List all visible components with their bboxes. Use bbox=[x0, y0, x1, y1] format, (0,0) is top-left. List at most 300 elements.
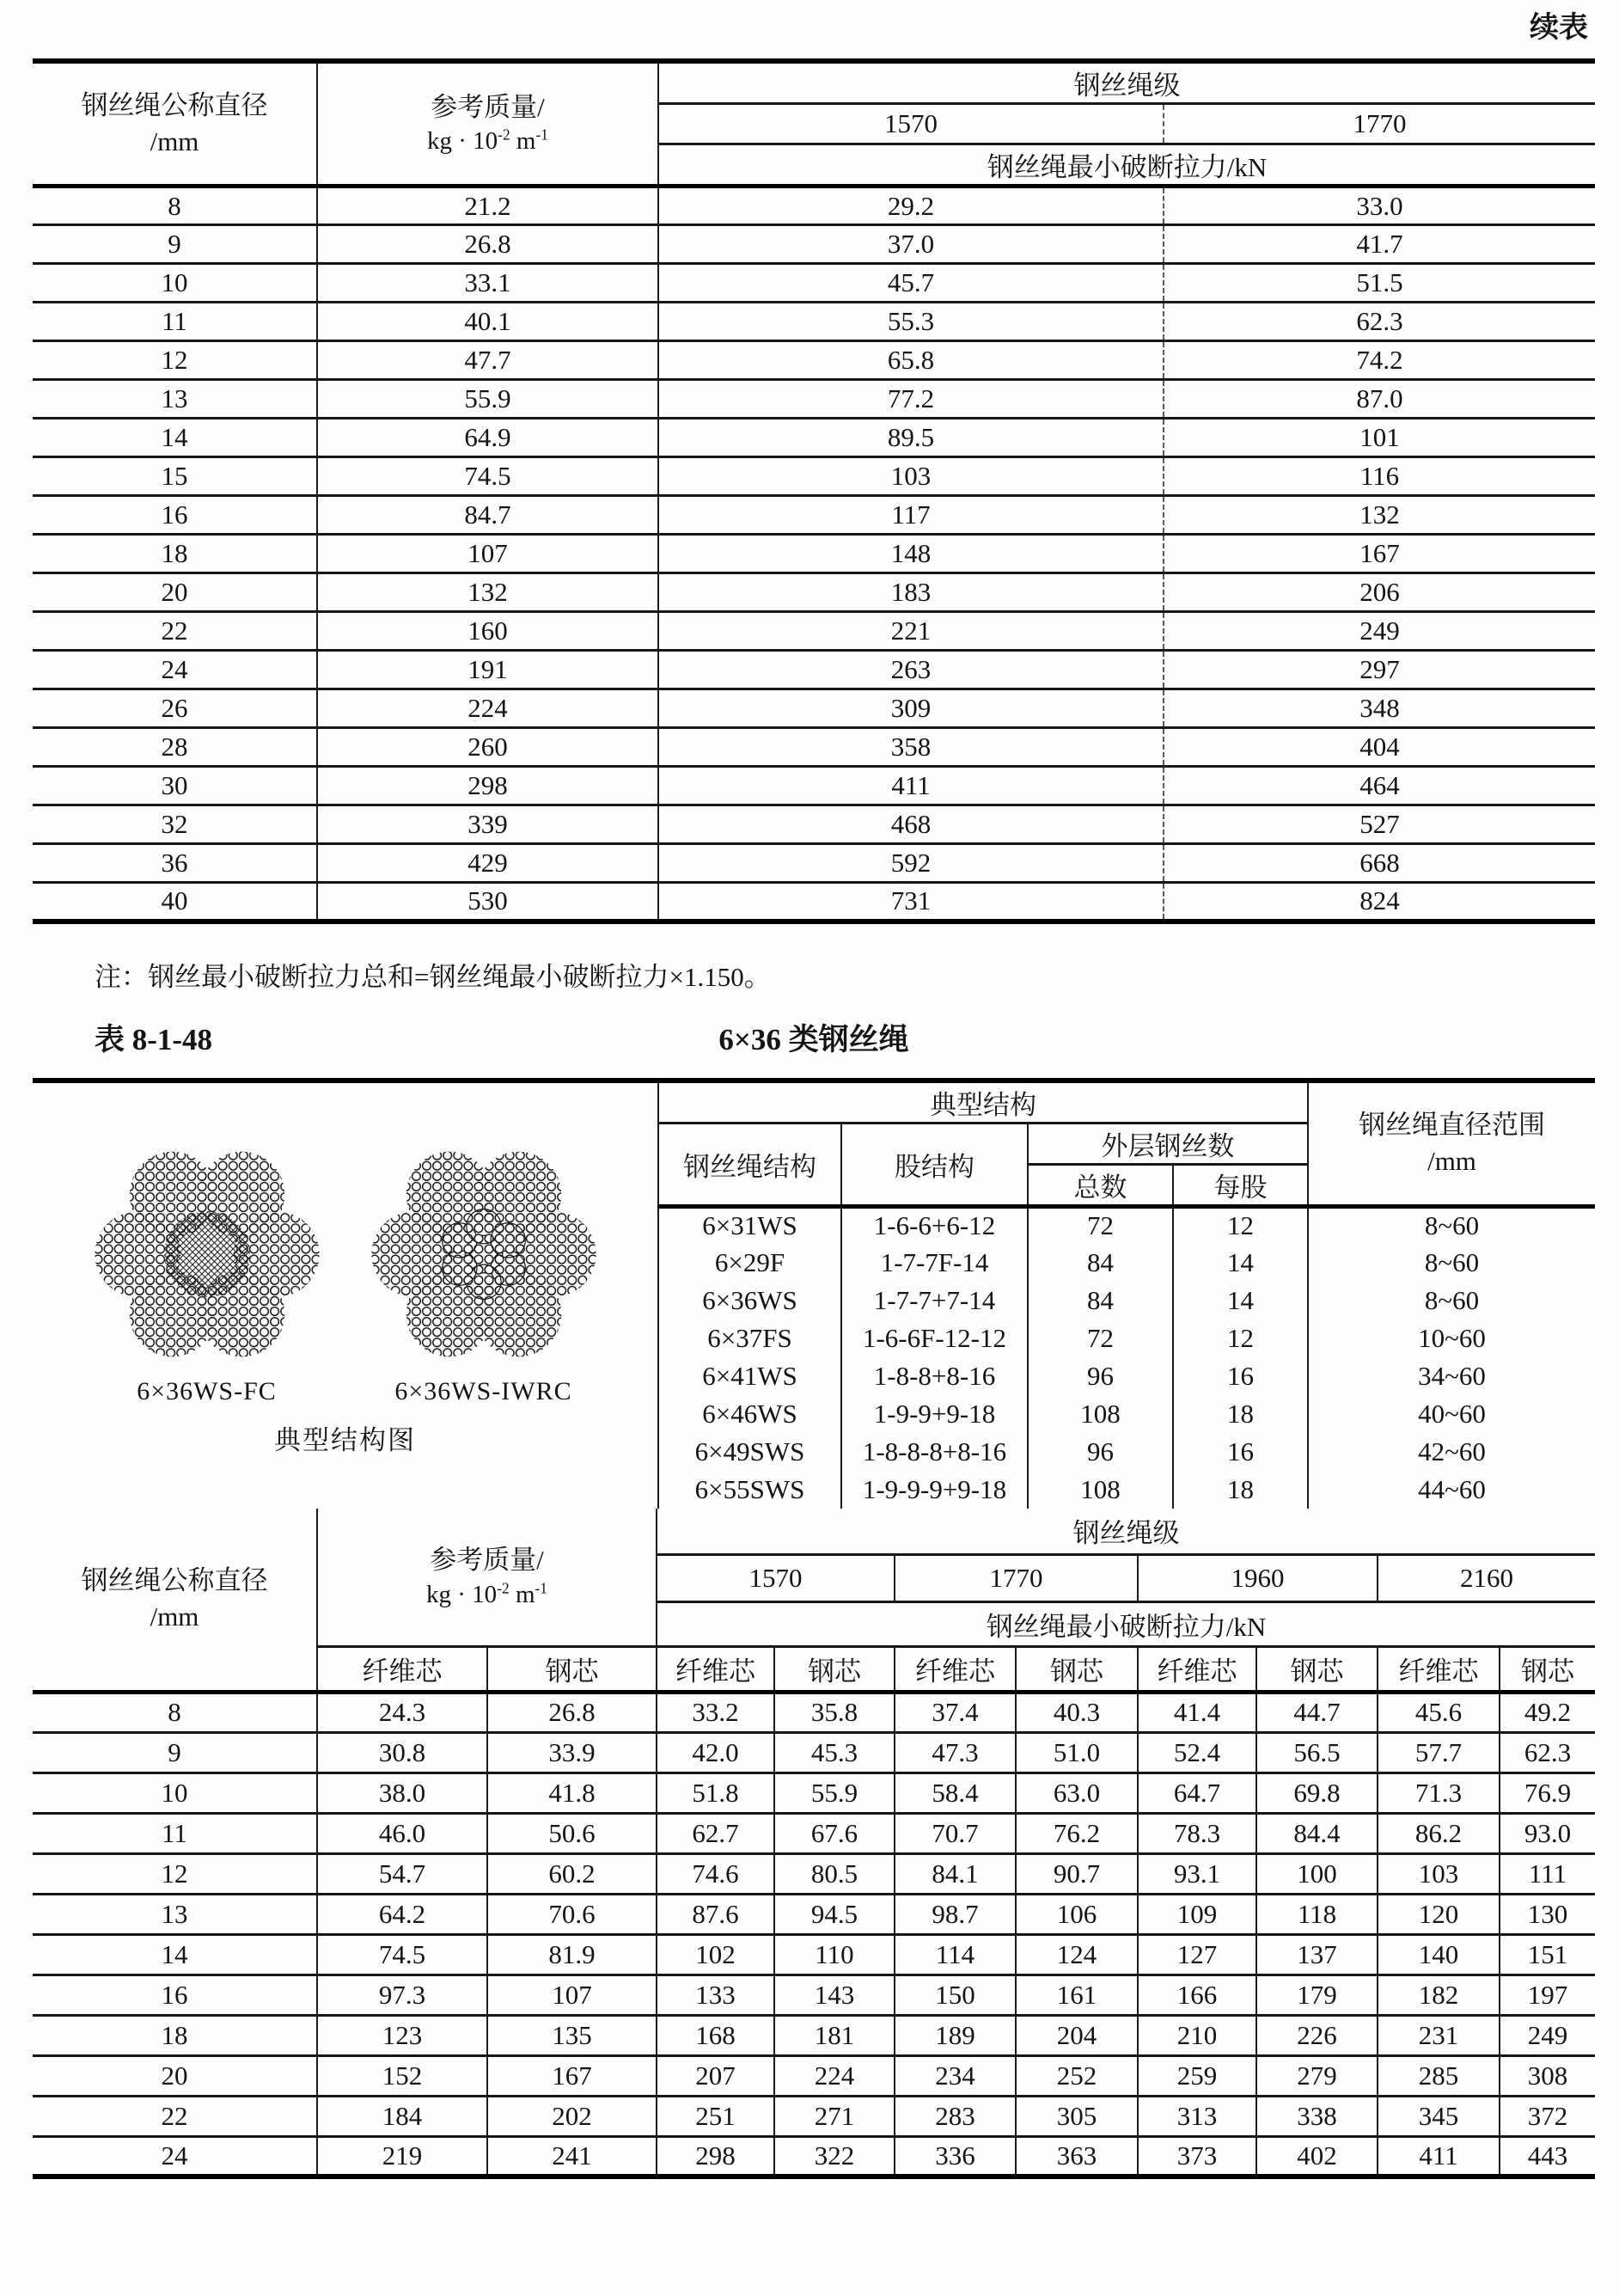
figure-iwrc-label: 6×36WS-IWRC bbox=[394, 1376, 572, 1405]
table-cell: 114 bbox=[895, 1934, 1016, 1975]
table-cell: 21.2 bbox=[317, 187, 658, 225]
table-cell: 20 bbox=[33, 2055, 317, 2096]
table-row bbox=[33, 767, 1595, 805]
table-cell: 120 bbox=[1378, 1894, 1500, 1934]
table-cell: 60.2 bbox=[487, 1853, 657, 1894]
table-cell: 47.7 bbox=[317, 341, 658, 380]
table-cell: 37.4 bbox=[895, 1692, 1016, 1732]
table-cell: 14 bbox=[1173, 1282, 1308, 1319]
table-cell: 84 bbox=[1028, 1244, 1173, 1282]
table-cell: 137 bbox=[1256, 1934, 1378, 1975]
table-cell: 93.0 bbox=[1500, 1813, 1595, 1853]
table-cell: 179 bbox=[1256, 1975, 1378, 2015]
table-cell: 11 bbox=[33, 1813, 317, 1853]
table-row bbox=[33, 225, 1595, 264]
table-cell: 234 bbox=[895, 2055, 1016, 2096]
grade-1770: 1770 bbox=[1164, 104, 1595, 144]
header-fiber-core: 纤维芯 bbox=[895, 1646, 1016, 1692]
table-cell: 443 bbox=[1500, 2136, 1595, 2177]
table-cell: 9 bbox=[33, 1732, 317, 1773]
table-cell: 42~60 bbox=[1308, 1433, 1595, 1471]
table-cell: 74.5 bbox=[317, 1934, 487, 1975]
table-row bbox=[33, 2055, 1595, 2096]
header-min-breaking-force: 钢丝绳最小破断拉力/kN bbox=[658, 144, 1595, 187]
table-cell: 76.9 bbox=[1500, 1773, 1595, 1813]
table-cell: 10~60 bbox=[1308, 1319, 1595, 1357]
table-cell: 96 bbox=[1028, 1433, 1173, 1471]
table-cell: 283 bbox=[895, 2096, 1016, 2136]
table-cell: 70.6 bbox=[487, 1894, 657, 1934]
table-cell: 309 bbox=[658, 689, 1164, 728]
table-cell: 58.4 bbox=[895, 1773, 1016, 1813]
table-cell: 63.0 bbox=[1016, 1773, 1138, 1813]
table-row bbox=[33, 341, 1595, 380]
table-cell: 45.7 bbox=[658, 264, 1164, 303]
table-number: 表 8-1-48 bbox=[95, 1022, 213, 1056]
header-rope-nominal-diameter: 钢丝绳公称直径 /mm bbox=[81, 90, 268, 156]
table-cell: 6×46WS bbox=[658, 1395, 841, 1433]
table-row bbox=[33, 573, 1595, 612]
table-cell: 16 bbox=[33, 1975, 317, 2015]
figure-fc-label: 6×36WS-FC bbox=[137, 1376, 277, 1405]
table-row bbox=[33, 264, 1595, 303]
table-cell: 271 bbox=[774, 2096, 895, 2136]
grade-1570: 1570 bbox=[658, 104, 1164, 144]
header-steel-core: 钢芯 bbox=[1016, 1646, 1138, 1692]
table-cell: 33.1 bbox=[317, 264, 658, 303]
table-cell: 94.5 bbox=[774, 1894, 895, 1934]
table-cell: 14 bbox=[33, 1934, 317, 1975]
table-cell: 358 bbox=[658, 728, 1164, 767]
table-cell: 6×49SWS bbox=[658, 1433, 841, 1471]
table-cell: 24 bbox=[33, 651, 317, 689]
table-cell: 411 bbox=[658, 767, 1164, 805]
table-cell: 1-7-7+7-14 bbox=[841, 1282, 1028, 1319]
table-cell: 298 bbox=[657, 2136, 774, 2177]
table-cell: 221 bbox=[658, 612, 1164, 651]
table-row bbox=[33, 1975, 1595, 2015]
header-outer-wire-count: 外层钢丝数 bbox=[1028, 1123, 1308, 1164]
table-cell: 62.3 bbox=[1500, 1732, 1595, 1773]
table-cell: 132 bbox=[1164, 496, 1595, 535]
table-cell: 241 bbox=[487, 2136, 657, 2177]
table-cell: 12 bbox=[33, 341, 317, 380]
table-cell: 42.0 bbox=[657, 1732, 774, 1773]
header-typical-structure: 典型结构 bbox=[658, 1081, 1308, 1124]
table-cell: 191 bbox=[317, 651, 658, 689]
table-cell: 35.8 bbox=[774, 1692, 895, 1732]
table-row bbox=[33, 187, 1595, 225]
table-cell: 84 bbox=[1028, 1282, 1173, 1319]
table-cell: 13 bbox=[33, 1894, 317, 1934]
table-cell: 132 bbox=[317, 573, 658, 612]
table-cell: 33.9 bbox=[487, 1732, 657, 1773]
figure-fc bbox=[93, 1140, 321, 1406]
table-cell: 38.0 bbox=[317, 1773, 487, 1813]
table-cell: 16 bbox=[33, 496, 317, 535]
mass-unit: kg · $10^{-2}$ $m^{-1}$ bbox=[426, 1578, 547, 1608]
table-row bbox=[33, 728, 1595, 767]
table-cell: 8~60 bbox=[1308, 1282, 1595, 1319]
table-cell: 41.8 bbox=[487, 1773, 657, 1813]
table-cell: 62.3 bbox=[1164, 303, 1595, 341]
table-cell: 69.8 bbox=[1256, 1773, 1378, 1813]
continued-table-label: 续表 bbox=[1530, 12, 1588, 44]
table-cell: 12 bbox=[33, 1853, 317, 1894]
table-cell: 64.7 bbox=[1138, 1773, 1256, 1813]
table-cell: 6×31WS bbox=[658, 1206, 841, 1244]
table-cell: 150 bbox=[895, 1975, 1016, 2015]
table-cell: 224 bbox=[774, 2055, 895, 2096]
table-cell: 429 bbox=[317, 844, 658, 883]
table-title: 6×36 类钢丝绳 bbox=[718, 1022, 909, 1056]
table-row bbox=[33, 2096, 1595, 2136]
table-cell: 8 bbox=[33, 1692, 317, 1732]
rope-structure-table bbox=[33, 1078, 1595, 1509]
table-cell: 29.2 bbox=[658, 187, 1164, 225]
table-cell: 402 bbox=[1256, 2136, 1378, 2177]
table-cell: 103 bbox=[1378, 1853, 1500, 1894]
table-cell: 111 bbox=[1500, 1853, 1595, 1894]
grade-2160: 2160 bbox=[1378, 1554, 1595, 1601]
table-cell: 89.5 bbox=[658, 419, 1164, 457]
header-rope-grade: 钢丝绳级 bbox=[658, 61, 1595, 104]
table-cell: 62.7 bbox=[657, 1813, 774, 1853]
table-cell: 97.3 bbox=[317, 1975, 487, 2015]
table-row bbox=[33, 419, 1595, 457]
table-cell: 28 bbox=[33, 728, 317, 767]
table-cell: 668 bbox=[1164, 844, 1595, 883]
rope-cross-section-iwrc-image bbox=[370, 1140, 598, 1368]
table-cell: 11 bbox=[33, 303, 317, 341]
table-cell: 298 bbox=[317, 767, 658, 805]
rope-breaking-force-table-continued bbox=[33, 58, 1595, 924]
header-reference-mass: 参考质量/ kg · $10^{-2}$ $m^{-1}$ bbox=[317, 61, 658, 187]
table-cell: 6×41WS bbox=[658, 1357, 841, 1395]
table-footnote: 注：钢丝最小破断拉力总和=钢丝绳最小破断拉力×1.150。 bbox=[95, 961, 771, 992]
table-cell: 74.2 bbox=[1164, 341, 1595, 380]
table-cell: 10 bbox=[33, 1773, 317, 1813]
table-cell: 6×36WS bbox=[658, 1282, 841, 1319]
table-cell: 55.3 bbox=[658, 303, 1164, 341]
table-cell: 224 bbox=[317, 689, 658, 728]
table-cell: 207 bbox=[657, 2055, 774, 2096]
table-cell: 345 bbox=[1378, 2096, 1500, 2136]
table-cell: 34~60 bbox=[1308, 1357, 1595, 1395]
table-cell: 55.9 bbox=[317, 380, 658, 419]
table-cell: 252 bbox=[1016, 2055, 1138, 2096]
table-cell: 24 bbox=[33, 2136, 317, 2177]
table-row bbox=[33, 457, 1595, 496]
table-row bbox=[33, 535, 1595, 573]
table-cell: 54.7 bbox=[317, 1853, 487, 1894]
table-cell: 530 bbox=[317, 883, 658, 921]
header-wires-per-strand: 每股 bbox=[1173, 1164, 1308, 1206]
table-cell: 411 bbox=[1378, 2136, 1500, 2177]
table-cell: 30.8 bbox=[317, 1732, 487, 1773]
header-reference-mass: 参考质量/ kg · $10^{-2}$ $m^{-1}$ bbox=[317, 1509, 657, 1646]
table-cell: 37.0 bbox=[658, 225, 1164, 264]
table-cell: 279 bbox=[1256, 2055, 1378, 2096]
table-cell: 1-9-9-9+9-18 bbox=[841, 1471, 1028, 1509]
table-cell: 260 bbox=[317, 728, 658, 767]
table-row bbox=[33, 1894, 1595, 1934]
table-cell: 24.3 bbox=[317, 1692, 487, 1732]
table-cell: 148 bbox=[658, 535, 1164, 573]
header-row bbox=[33, 61, 1595, 104]
table-cell: 44~60 bbox=[1308, 1471, 1595, 1509]
header-row bbox=[33, 1509, 1595, 1554]
table-cell: 84.1 bbox=[895, 1853, 1016, 1894]
table-cell: 110 bbox=[774, 1934, 895, 1975]
table-cell: 1-7-7F-14 bbox=[841, 1244, 1028, 1282]
table-cell: 183 bbox=[658, 573, 1164, 612]
top-table-header bbox=[33, 61, 1595, 187]
table-cell: 74.5 bbox=[317, 457, 658, 496]
table-cell: 70.7 bbox=[895, 1813, 1016, 1853]
table-cell: 160 bbox=[317, 612, 658, 651]
grade-1960: 1960 bbox=[1138, 1554, 1378, 1601]
table-cell: 140 bbox=[1378, 1934, 1500, 1975]
table-cell: 143 bbox=[774, 1975, 895, 2015]
bottom-table-header bbox=[33, 1509, 1595, 1692]
table-cell: 33.2 bbox=[657, 1692, 774, 1732]
table-cell: 65.8 bbox=[658, 341, 1164, 380]
table-cell: 108 bbox=[1028, 1395, 1173, 1433]
top-table-body bbox=[33, 187, 1595, 921]
table-cell: 152 bbox=[317, 2055, 487, 2096]
table-cell: 219 bbox=[317, 2136, 487, 2177]
table-cell: 107 bbox=[487, 1975, 657, 2015]
table-cell: 167 bbox=[1164, 535, 1595, 573]
table-cell: 161 bbox=[1016, 1975, 1138, 2015]
table-cell: 101 bbox=[1164, 419, 1595, 457]
table-row bbox=[33, 1813, 1595, 1853]
table-cell: 305 bbox=[1016, 2096, 1138, 2136]
table-cell: 18 bbox=[1173, 1395, 1308, 1433]
table-cell: 84.4 bbox=[1256, 1813, 1378, 1853]
table-cell: 84.7 bbox=[317, 496, 658, 535]
table-cell: 133 bbox=[657, 1975, 774, 2015]
table-cell: 8~60 bbox=[1308, 1206, 1595, 1244]
table-cell: 51.5 bbox=[1164, 264, 1595, 303]
table-cell: 36 bbox=[33, 844, 317, 883]
table-cell: 1-6-6F-12-12 bbox=[841, 1319, 1028, 1357]
table-row bbox=[33, 496, 1595, 535]
table-cell: 259 bbox=[1138, 2055, 1256, 2096]
header-rope-structure: 钢丝绳结构 bbox=[658, 1123, 841, 1206]
table-cell: 100 bbox=[1256, 1853, 1378, 1894]
table-row bbox=[33, 1692, 1595, 1732]
header-fiber-core: 纤维芯 bbox=[1138, 1646, 1256, 1692]
table-row bbox=[33, 2136, 1595, 2177]
table-row bbox=[33, 612, 1595, 651]
table-cell: 1-8-8-8+8-16 bbox=[841, 1433, 1028, 1471]
table-cell: 47.3 bbox=[895, 1732, 1016, 1773]
header-fiber-core: 纤维芯 bbox=[657, 1646, 774, 1692]
table-cell: 107 bbox=[317, 535, 658, 573]
table-cell: 6×37FS bbox=[658, 1319, 841, 1357]
table-cell: 117 bbox=[658, 496, 1164, 535]
header-total-wires: 总数 bbox=[1028, 1164, 1173, 1206]
table-cell: 226 bbox=[1256, 2015, 1378, 2055]
table-cell: 72 bbox=[1028, 1206, 1173, 1244]
table-cell: 22 bbox=[33, 612, 317, 651]
table-row bbox=[33, 380, 1595, 419]
table-cell: 231 bbox=[1378, 2015, 1500, 2055]
table-cell: 41.4 bbox=[1138, 1692, 1256, 1732]
header-fiber-core: 纤维芯 bbox=[317, 1646, 487, 1692]
rope-cross-section-fc-image bbox=[93, 1140, 321, 1368]
table-cell: 6×29F bbox=[658, 1244, 841, 1282]
rope-breaking-force-table-6x36 bbox=[33, 1509, 1595, 2179]
table-cell: 30 bbox=[33, 767, 317, 805]
table-row bbox=[33, 1732, 1595, 1773]
table-row bbox=[33, 883, 1595, 921]
table-cell: 64.9 bbox=[317, 419, 658, 457]
table-cell: 90.7 bbox=[1016, 1853, 1138, 1894]
table-cell: 14 bbox=[33, 419, 317, 457]
table-cell: 348 bbox=[1164, 689, 1595, 728]
table-cell: 1-8-8+8-16 bbox=[841, 1357, 1028, 1395]
table-cell: 184 bbox=[317, 2096, 487, 2136]
rope-cross-section-figures bbox=[33, 1135, 657, 1406]
table-cell: 592 bbox=[658, 844, 1164, 883]
table-cell: 8~60 bbox=[1308, 1244, 1595, 1282]
header-rope-nominal-diameter: 钢丝绳公称直径 /mm bbox=[81, 1565, 268, 1632]
table-cell: 124 bbox=[1016, 1934, 1138, 1975]
table-cell: 10 bbox=[33, 264, 317, 303]
table-cell: 527 bbox=[1164, 805, 1595, 844]
table-cell: 55.9 bbox=[774, 1773, 895, 1813]
table-cell: 13 bbox=[33, 380, 317, 419]
table-cell: 51.8 bbox=[657, 1773, 774, 1813]
header-steel-core: 钢芯 bbox=[1256, 1646, 1378, 1692]
table-cell: 206 bbox=[1164, 573, 1595, 612]
table-cell: 824 bbox=[1164, 883, 1595, 921]
table-row bbox=[33, 805, 1595, 844]
table-cell: 16 bbox=[1173, 1357, 1308, 1395]
table-cell: 197 bbox=[1500, 1975, 1595, 2015]
table-cell: 322 bbox=[774, 2136, 895, 2177]
bottom-table-body bbox=[33, 1692, 1595, 2177]
table-cell: 40.3 bbox=[1016, 1692, 1138, 1732]
table-cell: 26 bbox=[33, 689, 317, 728]
table-cell: 210 bbox=[1138, 2015, 1256, 2055]
table-cell: 123 bbox=[317, 2015, 487, 2055]
table-cell: 44.7 bbox=[1256, 1692, 1378, 1732]
table-cell: 6×55SWS bbox=[658, 1471, 841, 1509]
table-cell: 109 bbox=[1138, 1894, 1256, 1934]
table-cell: 18 bbox=[1173, 1471, 1308, 1509]
table-cell: 33.0 bbox=[1164, 187, 1595, 225]
table-cell: 14 bbox=[1173, 1244, 1308, 1282]
header-fiber-core: 纤维芯 bbox=[1378, 1646, 1500, 1692]
table-cell: 18 bbox=[33, 2015, 317, 2055]
table-cell: 338 bbox=[1256, 2096, 1378, 2136]
table-cell: 18 bbox=[33, 535, 317, 573]
table-cell: 76.2 bbox=[1016, 1813, 1138, 1853]
figures-caption: 典型结构图 bbox=[274, 1424, 416, 1455]
table-cell: 1-9-9+9-18 bbox=[841, 1395, 1028, 1433]
table-cell: 45.3 bbox=[774, 1732, 895, 1773]
table-row bbox=[33, 689, 1595, 728]
table-cell: 71.3 bbox=[1378, 1773, 1500, 1813]
table-cell: 40 bbox=[33, 883, 317, 921]
table-cell: 182 bbox=[1378, 1975, 1500, 2015]
table-cell: 49.2 bbox=[1500, 1692, 1595, 1732]
table-cell: 16 bbox=[1173, 1433, 1308, 1471]
table-cell: 15 bbox=[33, 457, 317, 496]
table-cell: 8 bbox=[33, 187, 317, 225]
section-title-row bbox=[33, 1016, 1595, 1057]
table-cell: 249 bbox=[1500, 2015, 1595, 2055]
table-cell: 26.8 bbox=[487, 1692, 657, 1732]
table-cell: 102 bbox=[657, 1934, 774, 1975]
table-cell: 363 bbox=[1016, 2136, 1138, 2177]
grade-1770: 1770 bbox=[895, 1554, 1138, 1601]
table-cell: 26.8 bbox=[317, 225, 658, 264]
table-cell: 72 bbox=[1028, 1319, 1173, 1357]
table-row bbox=[33, 1934, 1595, 1975]
table-row bbox=[33, 2015, 1595, 2055]
structure-table-body bbox=[33, 1081, 1595, 1509]
table-row bbox=[33, 1853, 1595, 1894]
table-row bbox=[33, 1773, 1595, 1813]
figure-iwrc bbox=[370, 1140, 598, 1406]
table-cell: 20 bbox=[33, 573, 317, 612]
table-cell: 87.6 bbox=[657, 1894, 774, 1934]
table-cell: 40~60 bbox=[1308, 1395, 1595, 1433]
table-cell: 189 bbox=[895, 2015, 1016, 2055]
header-strand-structure: 股结构 bbox=[841, 1123, 1028, 1206]
header-steel-core: 钢芯 bbox=[487, 1646, 657, 1692]
typical-structure-figures bbox=[33, 1081, 658, 1509]
table-cell: 464 bbox=[1164, 767, 1595, 805]
table-cell: 9 bbox=[33, 225, 317, 264]
table-cell: 103 bbox=[658, 457, 1164, 496]
table-cell: 263 bbox=[658, 651, 1164, 689]
table-cell: 313 bbox=[1138, 2096, 1256, 2136]
table-cell: 40.1 bbox=[317, 303, 658, 341]
table-cell: 251 bbox=[657, 2096, 774, 2136]
header-diameter-range: 钢丝绳直径范围 /mm bbox=[1308, 1081, 1595, 1207]
header-rope-grade: 钢丝绳级 bbox=[657, 1509, 1595, 1554]
table-cell: 249 bbox=[1164, 612, 1595, 651]
table-cell: 168 bbox=[657, 2015, 774, 2055]
table-cell: 108 bbox=[1028, 1471, 1173, 1509]
table-cell: 98.7 bbox=[895, 1894, 1016, 1934]
table-cell: 56.5 bbox=[1256, 1732, 1378, 1773]
table-row bbox=[33, 303, 1595, 341]
header-steel-core: 钢芯 bbox=[1500, 1646, 1595, 1692]
table-cell: 404 bbox=[1164, 728, 1595, 767]
structure-header-row-1 bbox=[33, 1081, 1595, 1124]
table-cell: 64.2 bbox=[317, 1894, 487, 1934]
grade-1570: 1570 bbox=[657, 1554, 895, 1601]
table-cell: 116 bbox=[1164, 457, 1595, 496]
table-cell: 50.6 bbox=[487, 1813, 657, 1853]
table-cell: 339 bbox=[317, 805, 658, 844]
mass-unit: kg · $10^{-2}$ $m^{-1}$ bbox=[427, 126, 548, 156]
table-cell: 81.9 bbox=[487, 1934, 657, 1975]
table-cell: 373 bbox=[1138, 2136, 1256, 2177]
table-cell: 78.3 bbox=[1138, 1813, 1256, 1853]
table-cell: 181 bbox=[774, 2015, 895, 2055]
table-cell: 12 bbox=[1173, 1319, 1308, 1357]
table-cell: 57.7 bbox=[1378, 1732, 1500, 1773]
table-cell: 135 bbox=[487, 2015, 657, 2055]
